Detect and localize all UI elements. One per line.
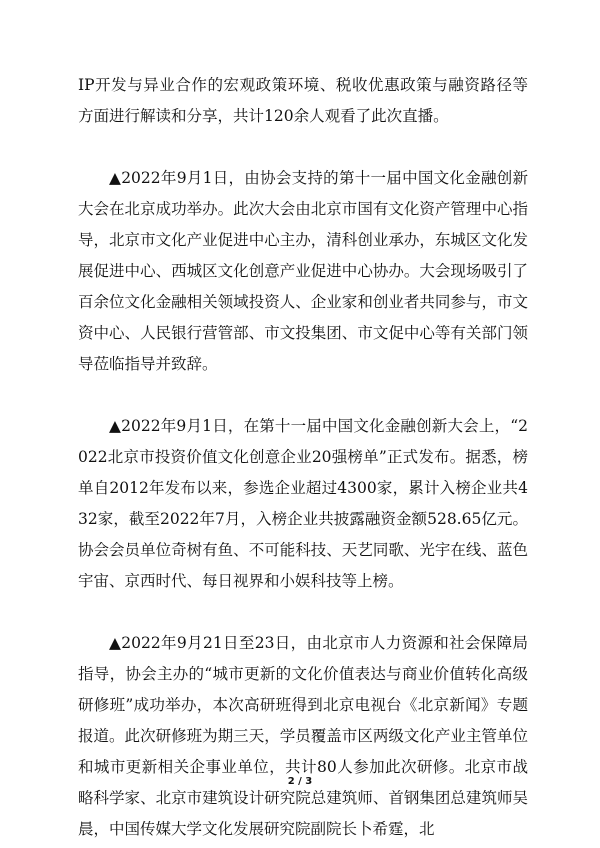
paragraph-top20-list: ▲2022年9月1日，在第十一届中国文化金融创新大会上，“2022北京市投资价值文化创意企业20强榜单”正式发布。据悉，榜单自2012年发布以来，参选企业超过4300家，累计入榜企业共432家，截至2022年7月，入榜企业共披露融资金额528.65亿元。协会会员单位奇树有鱼、不可能科技、天艺同歌、光宇在线、蓝色宇宙、京西时代、每日视界和小娱科技等上榜。 [78,417,528,590]
paragraph-gap [78,132,528,163]
paragraph-gap [78,597,528,628]
paragraph-seminar: ▲2022年9月21日至23日，由北京市人力资源和社会保障局指导，协会主办的“城市更新的文化价值表达与商业价值转化高级研修班”成功举办，本次高研班得到北京电视台《北京新闻》专题报道。此次研修班为期三天，学员覆盖市区两级文化产业主管单位和城市更新相关企事业单位，共计80人参加此次研修。北京市战略科学家、北京市建筑设计研究院总建筑师、首钢集团总建筑师吴晨，中国传媒大学文化发展研究院副院长卜希霆，北 [78,634,528,838]
paragraph-culture-finance-conference: ▲2022年9月1日，由协会支持的第十一届中国文化金融创新大会在北京成功举办。此次大会由北京市国有文化资产管理中心指导，北京市文化产业促进中心主办，清科创业承办，东城区文化发展促进中心、西城区文化创意产业促进中心协办。大会现场吸引了百余位文化金融相关领域投资人、企业家和创业者共同参与，市文资中心、人民银行营管部、市文投集团、市文促中心等有关部门领导莅临指导并致辞。 [78,169,528,373]
paragraph-gap [78,380,528,411]
document-body [78,70,528,845]
page-number: 2 / 3 [287,776,313,787]
paragraph-continuation: IP开发与异业合作的宏观政策环境、税收优惠政策与融资路径等方面进行解读和分享，共计120余人观看了此次直播。 [78,76,528,125]
